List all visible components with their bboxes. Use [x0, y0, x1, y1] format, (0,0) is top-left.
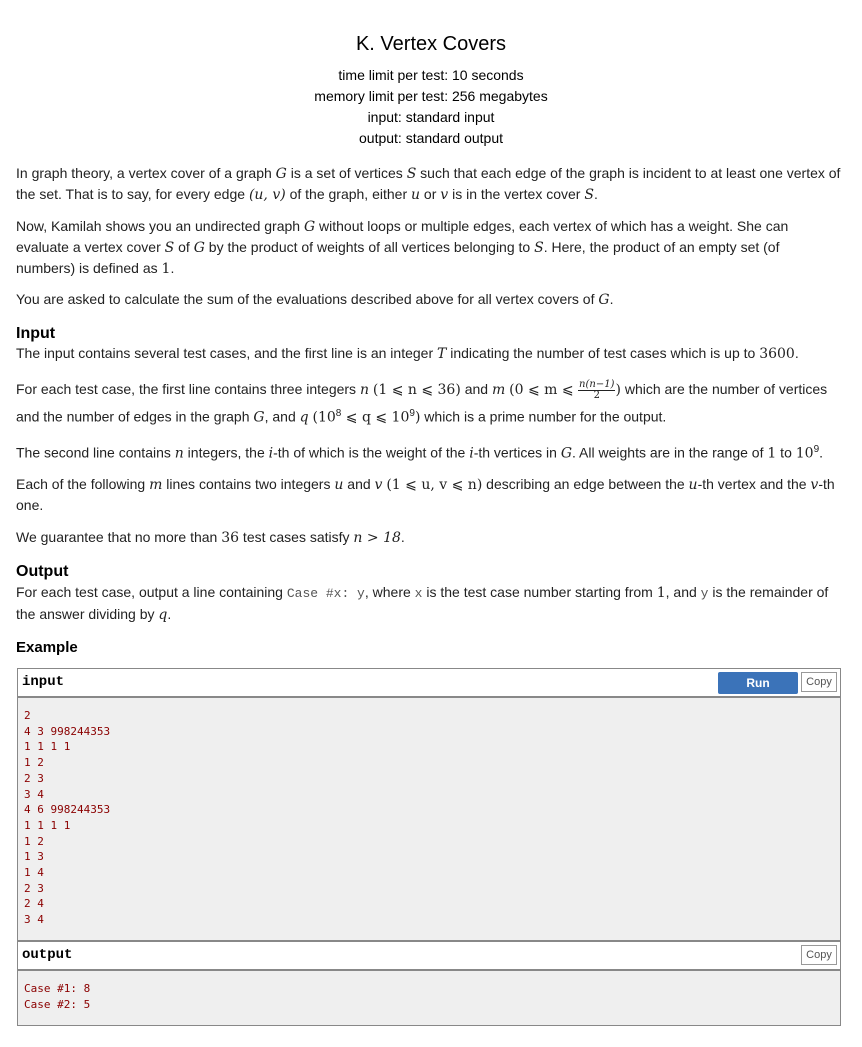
example-input-header	[17, 668, 841, 697]
output-file: output: standard output	[359, 130, 503, 146]
copy-output-button[interactable]: Copy	[801, 945, 837, 965]
problem-title: K. Vertex Covers	[355, 33, 507, 55]
example-input-line: 4 6 998244353	[24, 803, 111, 817]
example-input-line: 2 3	[24, 771, 44, 785]
example-output-line: Case #2: 5	[24, 997, 91, 1011]
example-output-body	[17, 970, 841, 1026]
copy-input-button[interactable]: Copy	[801, 672, 837, 692]
m-bound-fraction: $\frac{n(n-1)}{2}$	[579, 378, 615, 401]
example-input-line: 1 3	[24, 850, 44, 864]
run-button[interactable]: Run	[718, 672, 798, 694]
output-paragraph-1: For each test case, output a line containing Case #x: y, where x is the test case number starting from 1, and y is the remainder of the answer dividing by q.	[16, 584, 829, 623]
example-input-line: 2 3	[24, 881, 44, 895]
statement-paragraph-3: You are asked to calculate the sum of the evaluations described above for all vertex covers of G.	[16, 291, 614, 308]
example-input-body	[17, 697, 841, 941]
input-paragraph-1: The input contains several test cases, and the first line is an integer T indicating the number of test cases which is up to 3600.	[16, 345, 799, 362]
example-input-line: 1 4	[24, 866, 44, 880]
example-output-line: Case #1: 8	[24, 982, 91, 995]
input-paragraph-5: We guarantee that no more than 36 test cases satisfy n > 18.	[16, 529, 405, 546]
input-paragraph-3: The second line contains n integers, the i-th of which is the weight of the i-th vertices in G. All weights are in the range of 1 to $10^9$.	[16, 444, 824, 462]
example-input-line: 1 1 1 1	[24, 818, 71, 832]
example-output-header	[17, 941, 841, 970]
time-limit: time limit per test: 10 seconds	[338, 67, 524, 83]
statement-paragraph-2: Now, Kamilah shows you an undirected graph G without loops or multiple edges, each vertex of which has a weight. She can evaluate a vertex cover S of G by the product of weights of all vertices belonging to S. Here, the product of an empty set (of numbers) is defined as 1.	[16, 218, 789, 277]
example-input-line: 1 2	[24, 834, 44, 848]
example-input-line: 4 3 998244353	[24, 724, 111, 738]
input-paragraph-2: For each test case, the first line contains three integers n (1 ⩽ n ⩽ 36) and m (0 ⩽ m ⩽ $\frac{n(n-1)}{2}$ ) which are the number of vertices and the number of edges in the graph G, and q ($10^8$ ⩽ q ⩽ $10^9$) which is a prime number for the output.	[16, 378, 828, 426]
input-paragraph-4: Each of the following m lines contains two integers u and v (1 ⩽ u, v ⩽ n) describing an edge between the u-th vertex and the v-th one.	[16, 476, 835, 513]
example-heading: Example	[16, 639, 78, 656]
example-input-line: 1 1 1 1	[24, 740, 71, 754]
example-output-label: output	[22, 947, 73, 963]
statement-paragraph-1: In graph theory, a vertex cover of a graph G is a set of vertices S such that each edge of the graph is incident to at least one vertex of the set. That is to say, for every edge (u, v) of the graph, either u or v is in the vertex cover S.	[16, 165, 841, 203]
example-input-line: 2	[24, 709, 31, 722]
example-input-label: input	[22, 674, 65, 690]
example-input-line: 1 2	[24, 756, 44, 770]
input-file: input: standard input	[367, 109, 495, 125]
example-output-text	[24, 981, 90, 1012]
input-heading: Input	[16, 325, 56, 342]
memory-limit: memory limit per test: 256 megabytes	[314, 88, 548, 104]
output-heading: Output	[16, 563, 69, 580]
example-input-text	[24, 708, 110, 928]
example-input-line: 3 4	[24, 913, 44, 927]
example-input-line: 3 4	[24, 787, 44, 801]
example-input-line: 2 4	[24, 897, 44, 911]
